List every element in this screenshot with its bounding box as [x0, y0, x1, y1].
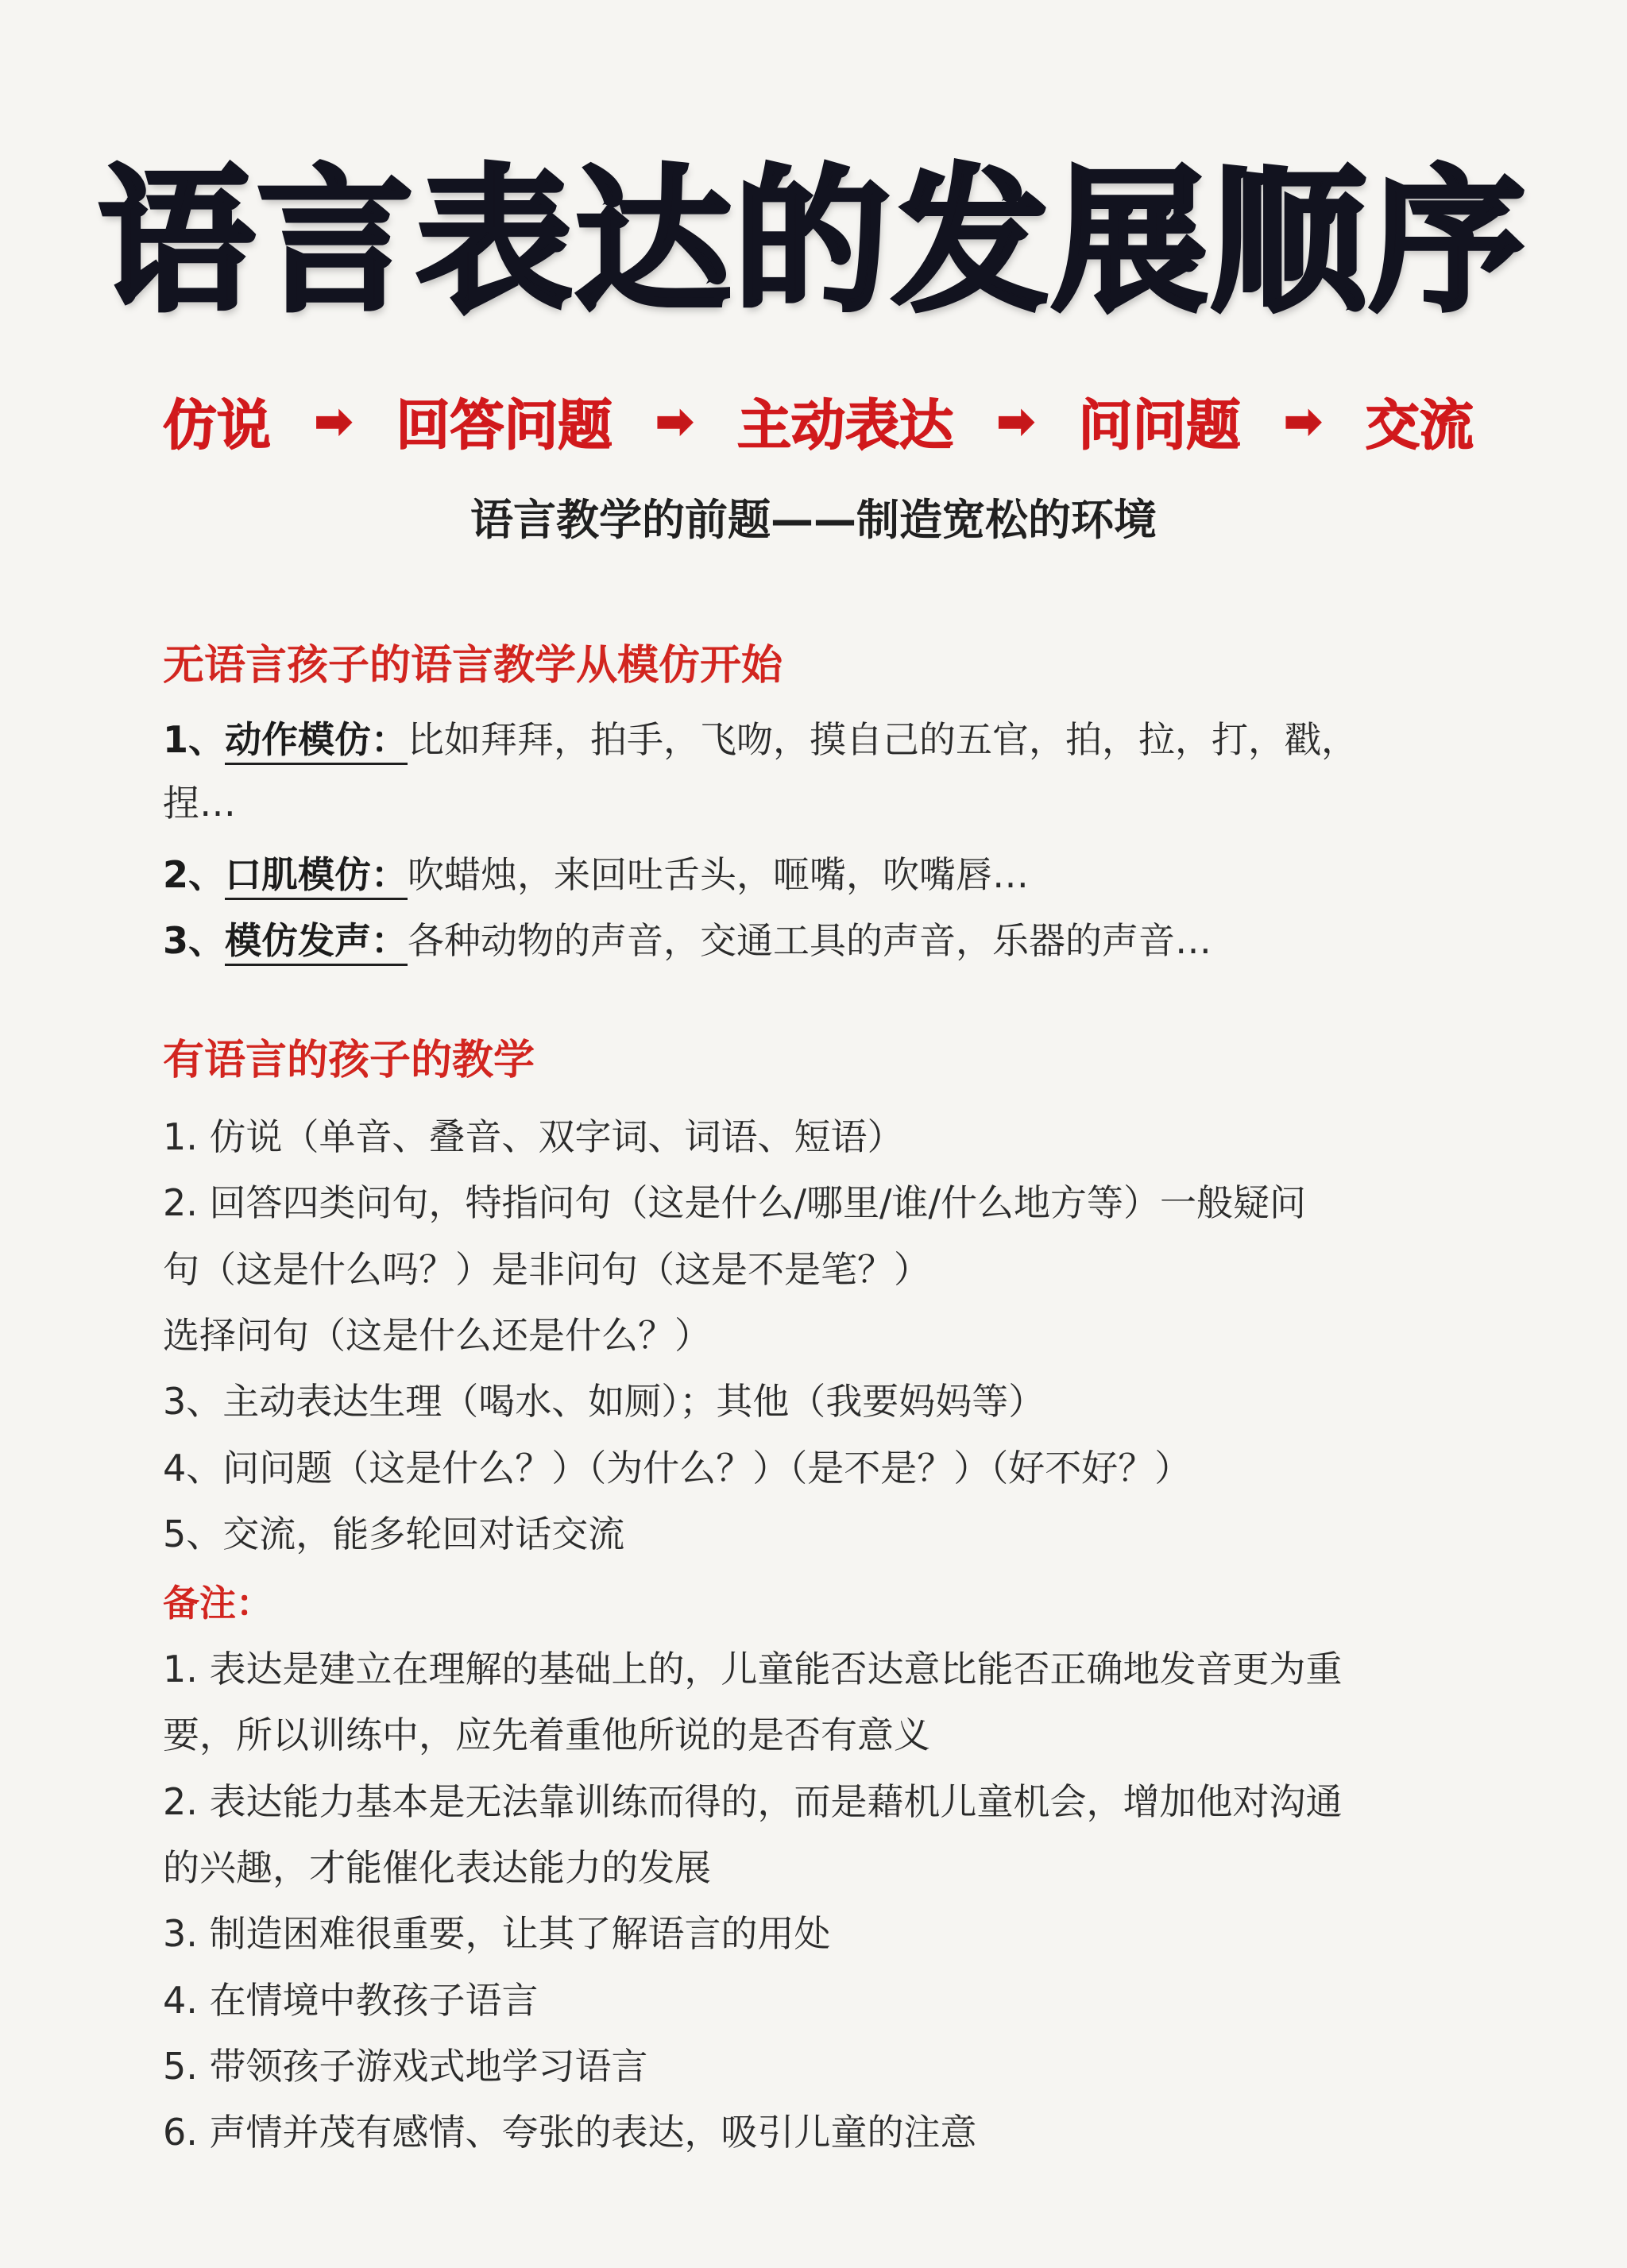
flow-step-ask: 问问题 — [1078, 394, 1241, 458]
item-label: 动作模仿： — [225, 718, 408, 765]
section1-item-2 — [163, 846, 1029, 898]
development-flow — [163, 381, 1474, 461]
note-line: 4. 在情境中教孩子语言 — [163, 1979, 539, 2022]
right-arrow-icon: ➡ — [1283, 394, 1323, 448]
notes-heading: 备注： — [163, 1582, 272, 1625]
section2-line: 3、主动表达生理（喝水、如厕）；其他（我要妈妈等） — [163, 1380, 1045, 1423]
section2-line: 选择问句（这是什么还是什么？） — [163, 1314, 711, 1357]
note-line: 1. 表达是建立在理解的基础上的，儿童能否达意比能否正确地发音更为重 — [163, 1648, 1343, 1690]
premise-subtitle: 语言教学的前题——制造宽松的环境 — [470, 495, 1157, 545]
item-text: 比如拜拜，拍手，飞吻，摸自己的五官，拍，拉，打，戳， — [408, 718, 1358, 761]
section2-line: 5、交流，能多轮回对话交流 — [163, 1513, 625, 1555]
right-arrow-icon: ➡ — [996, 394, 1035, 448]
item-prefix: 2、 — [163, 853, 226, 896]
section2-line: 2. 回答四类问句，特指问句（这是什么/哪里/谁/什么地方等）一般疑问 — [163, 1181, 1307, 1224]
note-line: 3. 制造困难很重要，让其了解语言的用处 — [163, 1912, 831, 1955]
section1-heading: 无语言孩子的语言教学从模仿开始 — [163, 642, 783, 690]
section1-item-1-continuation: 捏… — [163, 782, 236, 825]
note-line: 的兴趣，才能催化表达能力的发展 — [163, 1846, 711, 1889]
section2-line: 4、问问题（这是什么？）（为什么？）（是不是？）（好不好？） — [163, 1447, 1192, 1489]
item-text: 吹蜡烛，来回吐舌头，咂嘴，吹嘴唇… — [408, 853, 1030, 896]
flow-step-communicate: 交流 — [1365, 394, 1474, 458]
section1-item-1 — [163, 711, 1358, 763]
item-prefix: 3、 — [163, 919, 226, 962]
page-title: 语言表达的发展顺序 — [98, 152, 1528, 333]
right-arrow-icon: ➡ — [314, 394, 354, 448]
section2-line: 句（这是什么吗？）是非问句（这是不是笔？） — [163, 1248, 930, 1291]
section1-item-3 — [163, 912, 1212, 964]
flow-step-express: 主动表达 — [736, 394, 953, 458]
item-label: 口肌模仿： — [225, 853, 408, 900]
note-line: 2. 表达能力基本是无法靠训练而得的，而是藉机儿童机会，增加他对沟通 — [163, 1780, 1343, 1823]
note-line: 6. 声情并茂有感情、夸张的表达，吸引儿童的注意 — [163, 2111, 977, 2154]
flow-step-answer: 回答问题 — [396, 394, 613, 458]
item-prefix: 1、 — [163, 718, 226, 761]
flow-step-imitation: 仿说 — [163, 394, 272, 458]
note-line: 要，所以训练中，应先着重他所说的是否有意义 — [163, 1714, 930, 1756]
section2-line: 1. 仿说（单音、叠音、双字词、词语、短语） — [163, 1115, 904, 1158]
right-arrow-icon: ➡ — [655, 394, 694, 448]
note-line: 5. 带领孩子游戏式地学习语言 — [163, 2045, 648, 2088]
item-label: 模仿发声： — [225, 919, 408, 966]
item-text: 各种动物的声音，交通工具的声音，乐器的声音… — [408, 919, 1212, 962]
section2-heading: 有语言的孩子的教学 — [163, 1037, 535, 1084]
